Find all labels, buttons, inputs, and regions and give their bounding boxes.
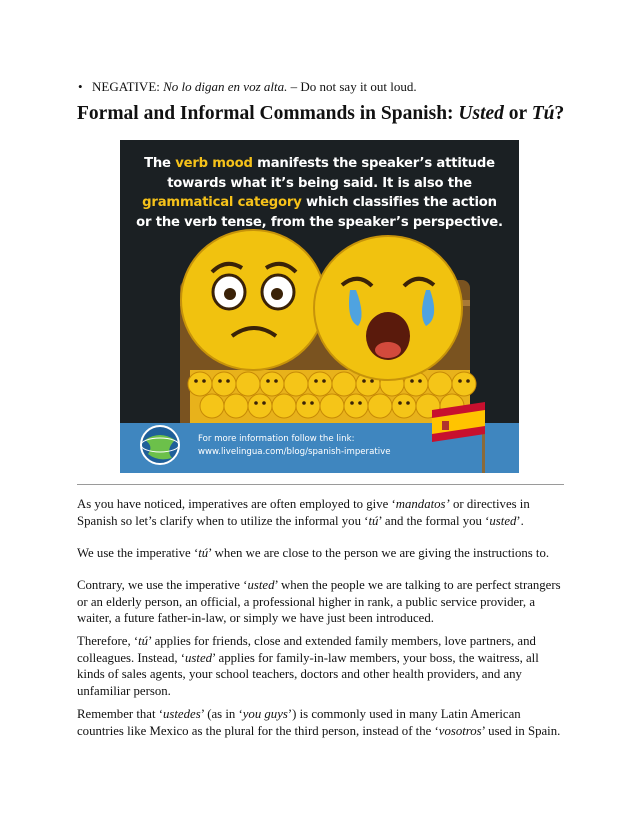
heading-or: or [503, 103, 532, 124]
bullet-translation: – Do not say it out loud. [287, 79, 417, 94]
horizontal-divider [77, 484, 564, 485]
bullet-label: NEGATIVE: [92, 79, 164, 94]
worried-emoji [181, 230, 325, 370]
paragraph-usted-usage: Contrary, we use the imperative ‘usted’ when the people we are talking to are perfect strangers or an elderly person, an official, a professional higher in rank, a public service provider, a waiter, a future father-in-law, or simply we have just been introduced. [77, 578, 561, 625]
section-heading [77, 101, 564, 127]
highlight-grammatical-category: grammatical category [142, 195, 302, 210]
heading-question-mark: ? [554, 103, 565, 124]
heading-line-2: towards what it’s being said. It is also the [167, 175, 472, 191]
heading-line-1: The verb mood manifests the speaker’s attitude [144, 156, 495, 171]
footer-line-1: For more information follow the link: [198, 434, 355, 444]
paragraph-intro: As you have noticed, imperatives are often employed to give ‘mandatos’ or directives in Spanish so let’s clarify when to utilize the informal you ‘tú’ and the formal you ‘usted’. [77, 497, 530, 528]
bullet-icon: • [78, 79, 83, 94]
highlight-verb-mood: verb mood [175, 156, 253, 171]
heading-text: Formal and Informal Commands in Spanish: [77, 103, 459, 124]
infographic-heading [120, 154, 519, 232]
bullet-spanish-text: No lo digan en voz alta. [163, 79, 288, 94]
paragraph-tu-usage: We use the imperative ‘tú’ when we are close to the person we are giving the instructions to. [77, 546, 550, 560]
negative-example-bullet [78, 79, 417, 95]
heading-line-3: grammatical category which classifies the action [142, 195, 497, 210]
heading-usted: Usted [458, 103, 504, 124]
crying-emoji [314, 236, 462, 380]
paragraph-ustedes: Remember that ‘ustedes’ (as in ‘you guys’) is commonly used in many Latin American countries like Mexico as the plural for the third person, instead of the ‘vosotros’ used in Spain. [77, 707, 561, 738]
infographic-footer-text [198, 433, 458, 459]
livelingua-globe-logo [141, 426, 179, 464]
verb-mood-infographic [120, 140, 519, 473]
paragraph-therefore: Therefore, ‘tú’ applies for friends, close and extended family members, love partners, and colleagues. Instead, ‘usted’ applies for family-in-law members, your boss, the waitress, all kinds of sales agents, your school teachers, doctors and other health providers, and any unfamiliar person. [77, 634, 539, 698]
heading-line-4: or the verb tense, from the speaker’s perspective. [136, 214, 503, 230]
heading-tu: Tú [531, 103, 555, 124]
footer-link: www.livelingua.com/blog/spanish-imperative [198, 447, 391, 457]
